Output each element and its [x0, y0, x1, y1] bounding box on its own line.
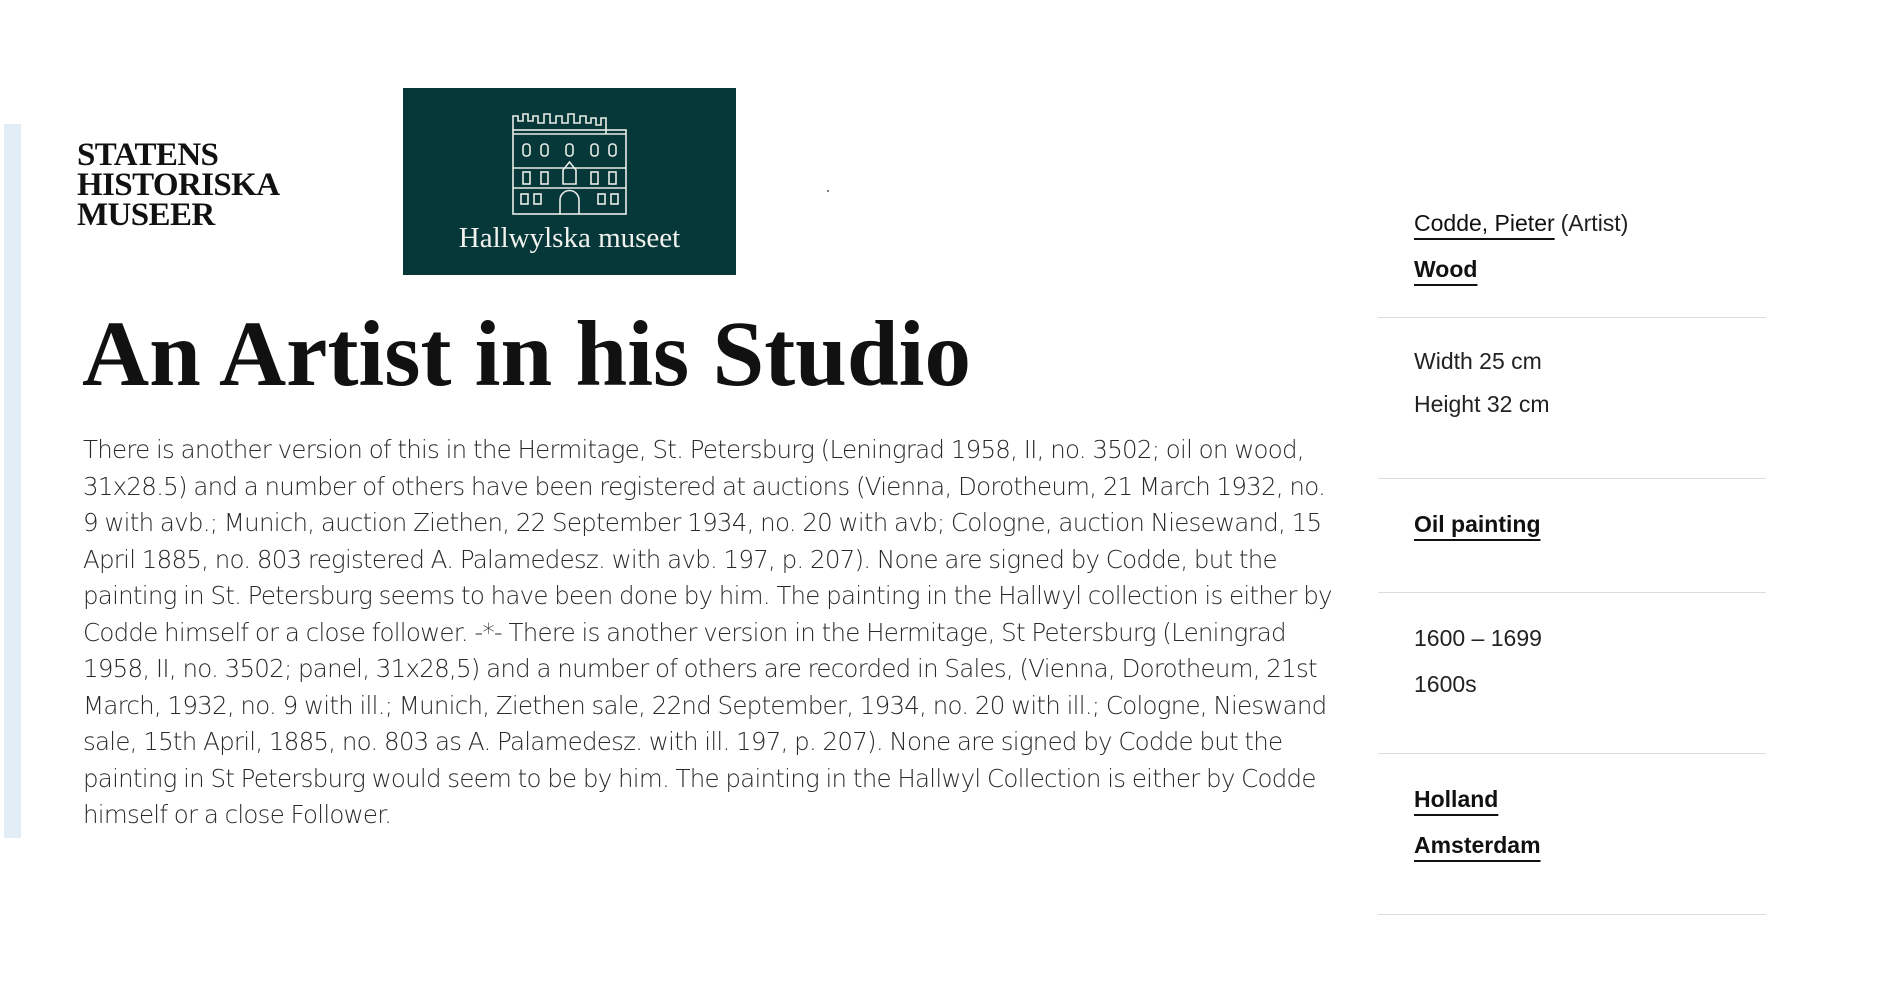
logo-line: MUSEER: [77, 197, 215, 233]
facts-group-technique: [1378, 501, 1766, 593]
artist-role: (Artist): [1560, 210, 1629, 236]
left-accent-bar: [4, 124, 21, 838]
decorative-dot: [827, 190, 829, 192]
material-row: [1414, 246, 1766, 292]
technique-link[interactable]: Oil painting: [1414, 511, 1541, 537]
facts-group-creator: [1378, 200, 1766, 318]
artist-row: [1414, 200, 1766, 246]
palace-facade-icon: [507, 104, 632, 216]
height-value: Height 32 cm: [1414, 391, 1550, 417]
date-range-value: 1600 – 1699: [1414, 625, 1542, 651]
hallwylska-museet-logo[interactable]: [403, 88, 736, 275]
city-row: [1414, 822, 1766, 868]
logo-line: HISTORISKA: [77, 167, 280, 203]
technique-row: [1414, 501, 1766, 547]
width-value: Width 25 cm: [1414, 348, 1542, 374]
artist-link[interactable]: Codde, Pieter: [1414, 210, 1555, 236]
facts-group-dimensions: [1378, 340, 1766, 479]
facts-group-dating: [1378, 615, 1766, 754]
page-title: An Artist in his Studio: [82, 303, 971, 406]
logo-line: STATENS: [77, 137, 219, 173]
facts-group-place: [1378, 776, 1766, 915]
century-value: 1600s: [1414, 671, 1477, 697]
object-facts-panel: [1378, 200, 1766, 915]
country-link[interactable]: Holland: [1414, 786, 1499, 812]
city-link[interactable]: Amsterdam: [1414, 832, 1541, 858]
object-description: There is another version of this in the Hermitage, St. Petersburg (Leningrad 1958, II, no. 3502; oil on wood, 31x28.5) and a number of others have been registered at auctions (Vienna, Dorotheum, 21 March 1932, no. 9 with avb.; Munich, auction Ziethen, 22 September 1934, no. 20 with avb; Cologne, auction Niesewand, 15 April 1885, no. 803 registered A. Palamedesz. with avb. 197, p. 207). None are signed by Codde, but the painting in St. Petersburg seems to have been done by him. The painting in the Hallwyl collection is either by Codde himself or a close follower. -*- There is another version in the Hermitage, St Petersburg (Leningrad 1958, II, no. 3502; panel, 31x28,5) and a number of others are recorded in Sales, (Vienna, Dorotheum, 21st March, 1932, no. 9 with ill.; Munich, Ziethen sale, 22nd September, 1934, no. 20 with ill.; Cologne, Nieswand sale, 15th April, 1885, no. 803 as A. Palamedesz. with ill. 197, p. 207). None are signed by Codde but the painting in St Petersburg would seem to be by him. The painting in the Hallwyl Collection is either by Codde himself or a close Follower.: [83, 435, 1332, 829]
statens-historiska-museer-logo[interactable]: [77, 137, 280, 233]
country-row: [1414, 776, 1766, 822]
hallwylska-museet-name: Hallwylska museet: [458, 222, 681, 254]
material-link[interactable]: Wood: [1414, 256, 1478, 282]
